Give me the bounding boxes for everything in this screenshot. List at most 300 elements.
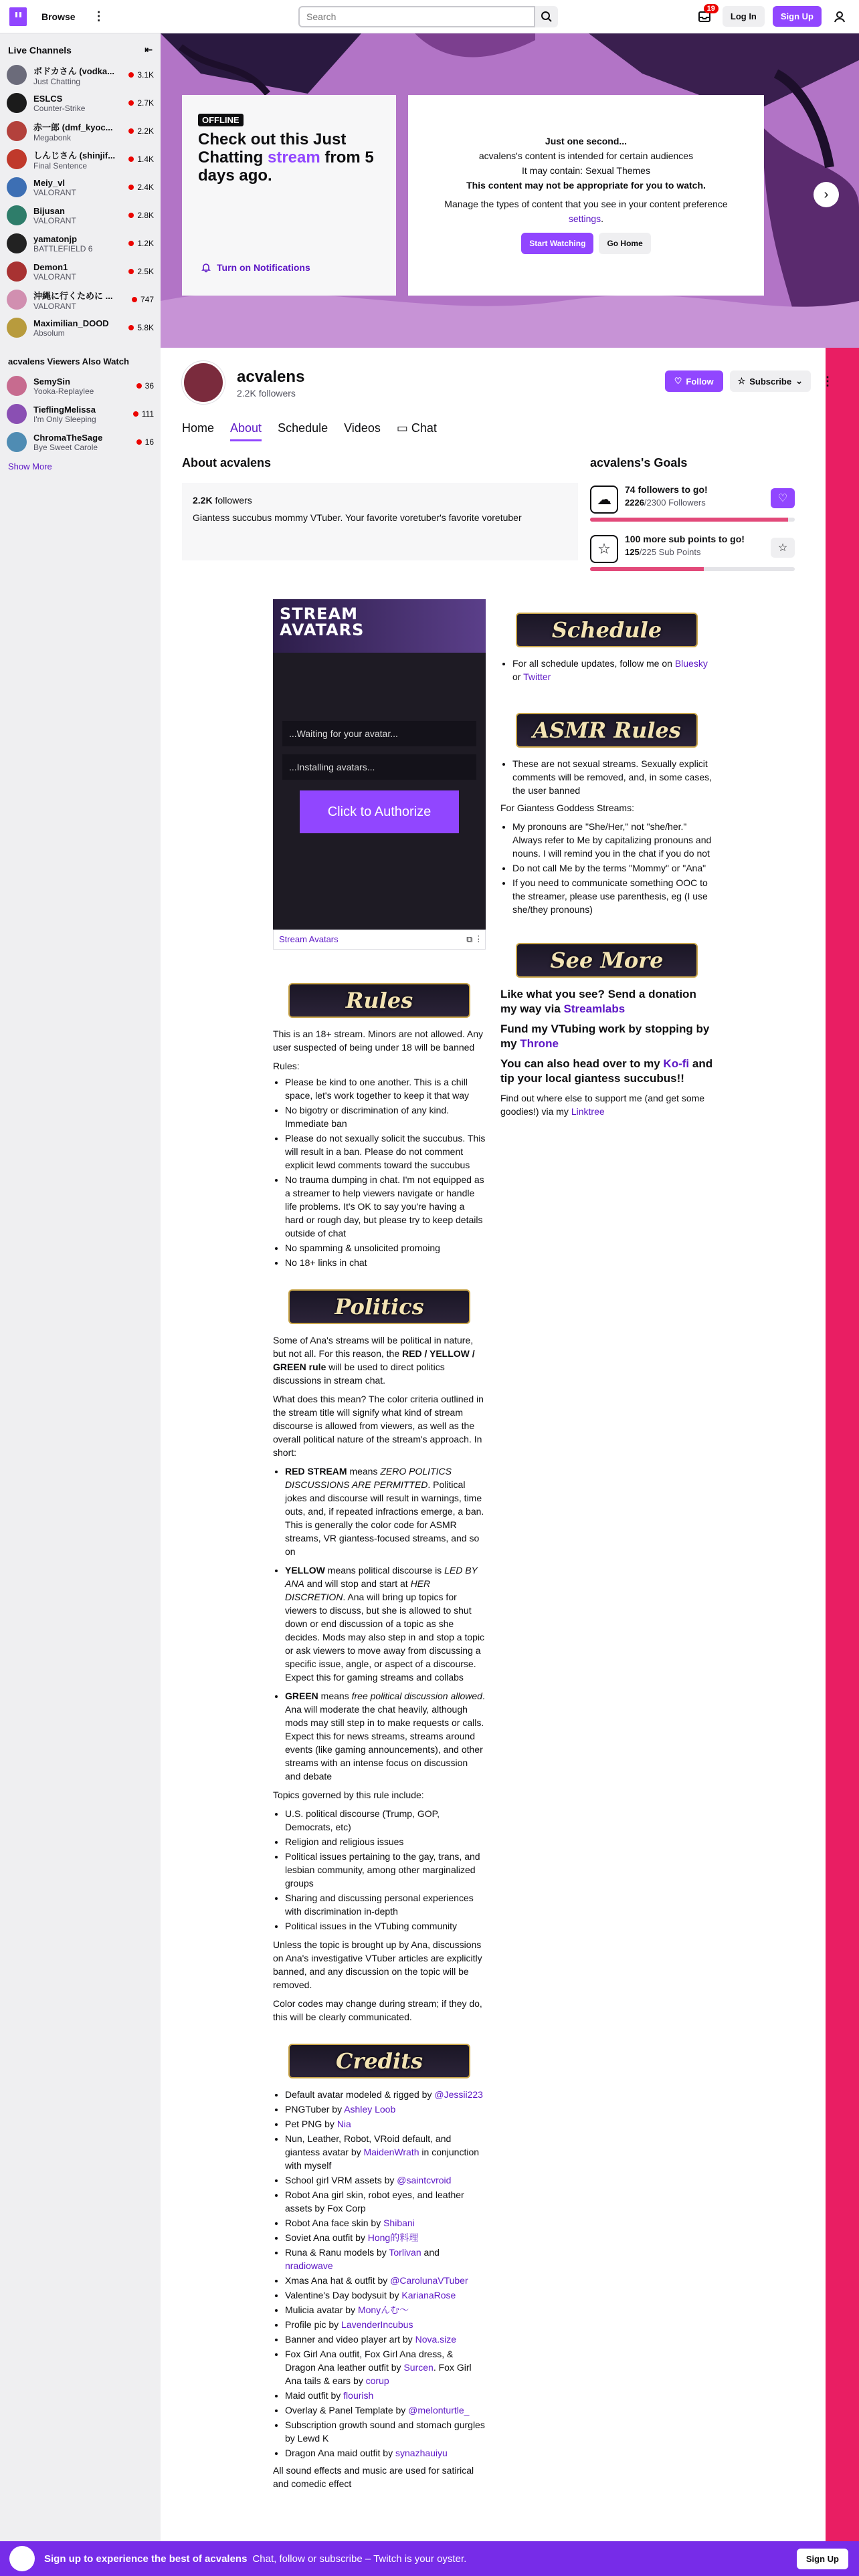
schedule-or: or xyxy=(512,671,524,682)
goal-current: 125 xyxy=(625,547,640,557)
sidebar-channel-text xyxy=(33,405,133,424)
sidebar-channel-text xyxy=(33,234,128,253)
credit-text: PNGTuber by xyxy=(285,2104,345,2115)
goal-followers xyxy=(590,483,804,523)
viewer-count: 111 xyxy=(141,409,154,419)
panel-column-left xyxy=(273,599,486,2496)
credits-list xyxy=(273,2088,486,2460)
credit-text: Dragon Ana maid outfit by xyxy=(285,2448,395,2458)
topic-item: • Sharing and discussing personal experiences with discrimination in-depth xyxy=(285,1891,486,1918)
politics-rule-name: RED / YELLOW / GREEN rule xyxy=(273,1348,475,1372)
credit-item xyxy=(285,2347,486,2387)
channel-avatar xyxy=(7,149,27,169)
viewer-count: 5.8K xyxy=(137,323,154,332)
offline-title[interactable] xyxy=(198,130,380,185)
goal-subscribe-button[interactable] xyxy=(771,538,795,558)
goal-title: 100 more sub points to go! xyxy=(625,534,745,544)
red-stream-rule xyxy=(285,1465,486,1558)
popout-icon[interactable]: ⧉ ⋮ xyxy=(466,934,480,944)
yellow-label: YELLOW xyxy=(285,1565,325,1576)
sidebar-channel-text xyxy=(33,94,128,113)
credit-link[interactable]: @melonturtle_ xyxy=(408,2405,470,2416)
credit-text: Pet PNG by xyxy=(285,2119,337,2129)
live-channels-heading: Live Channels xyxy=(8,44,72,56)
channel-avatar xyxy=(7,233,27,253)
credit-link[interactable]: MaidenWrath xyxy=(363,2147,419,2157)
sidebar-channel-text xyxy=(33,433,136,452)
politics-panel xyxy=(273,1289,486,2024)
viewer-count: 2.4K xyxy=(137,183,154,192)
credits-panel-image: Credits xyxy=(288,2044,470,2078)
sub-points-goal-icon: ☆ xyxy=(590,535,618,563)
also-watch-list xyxy=(0,372,161,456)
throne-text: Fund my VTubing work by stopping by my xyxy=(500,1023,710,1050)
asmr-rules-panel xyxy=(500,713,713,916)
warning-line-3: It may contain: Sexual Themes xyxy=(522,165,650,176)
rules-panel xyxy=(273,983,486,1269)
credit-link[interactable]: Nia xyxy=(337,2119,351,2129)
credit-item xyxy=(285,2418,486,2445)
offline-title-stream-link[interactable]: stream xyxy=(267,148,320,167)
live-indicator-icon xyxy=(128,72,134,78)
credit-text: Subscription growth sound and stomach gurgles by Lewd K xyxy=(285,2420,485,2444)
credit-item xyxy=(285,2088,486,2101)
politics-note-1: Unless the topic is brought up by Ana, discussions on Ana's investigative VTuber articles are explicitly banned, and any discussion on the topic will be removed. xyxy=(273,1939,482,1990)
channel-header xyxy=(182,361,838,408)
credit-text-after: in conjunction with myself xyxy=(285,2147,480,2171)
twitter-link[interactable]: Twitter xyxy=(523,671,551,682)
sidebar-channel-name: TieflingMelissa xyxy=(33,404,96,415)
live-channel-list xyxy=(0,61,161,342)
bell-icon xyxy=(201,262,211,273)
signup-banner-text: Chat, follow or subscribe – Twitch is your oyster. xyxy=(252,2553,467,2565)
viewer-count: 3.1K xyxy=(137,70,154,80)
offline-badge: OFFLINE xyxy=(198,114,244,126)
linktree-line xyxy=(500,1091,713,1118)
sidebar-channel-name: Bijusan xyxy=(33,205,65,216)
sidebar-channel-text xyxy=(33,377,136,396)
credit-link-2[interactable]: corup xyxy=(365,2375,389,2386)
schedule-note xyxy=(512,657,713,683)
sidebar-channel-name: SemySin xyxy=(33,376,70,387)
sidebar-channel-item[interactable] xyxy=(0,286,161,314)
goal-follow-button[interactable] xyxy=(771,488,795,508)
credit-item xyxy=(285,2173,486,2187)
viewer-count: 1.4K xyxy=(137,154,154,164)
topic-item: • Political issues pertaining to the gay, trans, and lesbian community, among other marginalized groups xyxy=(285,1850,486,1890)
sidebar-channel-game: Yooka-Replaylee xyxy=(33,386,94,396)
sidebar-channel-game: Megabonk xyxy=(33,132,72,142)
channel-name[interactable]: acvalens xyxy=(237,368,305,386)
goal-progress-text xyxy=(625,498,706,508)
sidebar-channel-name: Meiy_vl xyxy=(33,177,65,188)
channel-avatar xyxy=(7,404,27,424)
giantess-rule-item: • Do not call Me by the terms "Mommy" or "Ana" xyxy=(512,861,713,875)
subscribe-label: Subscribe xyxy=(749,376,792,387)
green-stream-rule xyxy=(285,1689,486,1783)
sidebar-channel-name: ChromaTheSage xyxy=(33,432,103,443)
sidebar-channel-item[interactable] xyxy=(0,400,161,428)
signup-banner-title: Sign up to experience the best of acvalens xyxy=(44,2553,248,2565)
channel-avatar xyxy=(7,65,27,85)
channel-avatar xyxy=(7,432,27,452)
login-button[interactable]: Log In xyxy=(723,6,765,27)
sidebar-channel-game: VALORANT xyxy=(33,272,76,282)
sidebar-channel-text xyxy=(33,206,128,225)
credit-link[interactable]: Nova.size xyxy=(415,2334,457,2345)
sidebar-viewer-count xyxy=(133,409,154,419)
offline-card xyxy=(182,95,396,296)
authorize-button[interactable]: Click to Authorize xyxy=(300,790,459,833)
panel-column-right xyxy=(500,613,713,1123)
sidebar-channel-text xyxy=(33,148,128,171)
user-menu-icon[interactable] xyxy=(830,7,850,27)
credit-text-after: . Fox Girl Ana tails & ears by xyxy=(285,2362,472,2386)
credit-text: Fox Girl Ana outfit, Fox Girl Ana dress, & Dragon Ana leather outfit by xyxy=(285,2349,454,2373)
goal-progress-fill xyxy=(590,567,704,571)
sidebar-channel-item[interactable] xyxy=(0,201,161,229)
credit-text: Xmas Ana hat & outfit by xyxy=(285,2275,391,2286)
credit-item xyxy=(285,2318,486,2331)
giantess-rule-item: • If you need to communicate something OOC to the streamer, please use parenthesis, eg (I use she/they pronouns) xyxy=(512,876,713,916)
live-indicator-icon xyxy=(128,100,134,106)
collapse-sidebar-icon[interactable]: ⇤ xyxy=(145,44,153,55)
sa-logo-line-2: AVATARS xyxy=(280,621,365,639)
channel-avatar xyxy=(7,205,27,225)
channel-avatar xyxy=(7,376,27,396)
top-nav xyxy=(0,0,859,33)
tab-about[interactable]: About xyxy=(230,421,262,441)
channel-followers: 2.2K followers xyxy=(237,388,296,399)
asmr-list xyxy=(500,757,713,797)
viewer-count: 36 xyxy=(145,381,154,391)
search-icon xyxy=(541,11,553,23)
sidebar-channel-game: Counter-Strike xyxy=(33,103,86,113)
sa-logo-line-1: STREAM xyxy=(280,605,358,623)
red-label: RED STREAM xyxy=(285,1466,347,1477)
rule-item: • No spamming & unsolicited promoing xyxy=(285,1241,486,1255)
sidebar-channel-name: 赤一郎 (dmf_kyoc... xyxy=(33,122,113,132)
credits-footer: All sound effects and music are used for satirical and comedic effect xyxy=(273,2465,474,2489)
more-actions-icon[interactable]: ⋮ xyxy=(822,374,834,388)
star-icon: ☆ xyxy=(737,376,746,386)
also-watch-heading: acvalens Viewers Also Watch xyxy=(8,356,129,366)
sidebar-channel-game: VALORANT xyxy=(33,215,76,225)
sidebar-channel-text xyxy=(33,178,128,197)
stream-avatars-header xyxy=(273,599,486,653)
sidebar-channel-text xyxy=(33,318,128,338)
yellow-mid: means political discourse is xyxy=(324,1565,445,1576)
sidebar-channel-item[interactable] xyxy=(0,61,161,89)
stream-avatars-footer xyxy=(273,930,486,950)
goal-current: 2226 xyxy=(625,498,644,508)
yellow-rest: . Ana will bring up topics for viewers to discuss, but she is allowed to shut down or end discussion of a topic as she decides. Mods may also step in and stop a topic or ask viewers to move away from discussing a specific issue, angle, or aspect of a discourse. Expect this for gaming streams and collabs xyxy=(285,1592,485,1683)
viewer-count: 2.2K xyxy=(137,126,154,136)
rule-item: • No trauma dumping in chat. I'm not equipped as a streamer to help viewers navigate or handle life problems. It's OK to say you're having a hard or rough day, but please try to keep details outside of chat xyxy=(285,1173,486,1240)
tab-chat-label: Chat xyxy=(411,421,437,435)
turn-on-notifications-button[interactable] xyxy=(201,262,310,273)
sidebar-viewer-count xyxy=(128,126,154,136)
schedule-text: For all schedule updates, follow me on xyxy=(512,658,675,669)
topics-list xyxy=(273,1807,486,1933)
linktree-text: Find out where else to support me (and get some goodies!) via my xyxy=(500,1093,705,1117)
credit-text: Default avatar modeled & rigged by xyxy=(285,2089,435,2100)
credit-link[interactable]: Ashley Loob xyxy=(344,2104,396,2115)
about-followers-word: followers xyxy=(212,495,252,506)
live-indicator-icon xyxy=(132,297,137,302)
linktree-link[interactable]: Linktree xyxy=(571,1106,605,1117)
sidebar-channel-text xyxy=(33,120,128,142)
politics-explanation: What does this mean? The color criteria outlined in the stream title will signify what kind of stream discourse is allowed from viewers, as well as the overall political nature of the stream's approach. In short: xyxy=(273,1394,484,1458)
credit-text: Soviet Ana outfit by xyxy=(285,2232,368,2243)
credit-item xyxy=(285,2246,486,2272)
sidebar-channel-game: Final Sentence xyxy=(33,160,88,171)
credit-link[interactable]: Torlivan xyxy=(389,2247,421,2258)
stream-avatars-link[interactable]: Stream Avatars xyxy=(279,934,339,944)
sidebar-channel-item[interactable] xyxy=(0,145,161,173)
credit-item xyxy=(285,2117,486,2131)
viewer-count: 16 xyxy=(145,437,154,447)
credit-text: Valentine's Day bodysuit by xyxy=(285,2290,402,2300)
yellow-em-1: LED BY ANA xyxy=(285,1565,478,1589)
throne-link[interactable]: Throne xyxy=(520,1037,559,1050)
about-followers-count: 2.2K xyxy=(193,495,213,506)
live-indicator-icon xyxy=(128,325,134,330)
credit-link[interactable]: flourish xyxy=(343,2390,374,2401)
show-more-link[interactable]: Show More xyxy=(8,461,52,471)
offline-title-text: Check out this Just Chatting xyxy=(198,130,347,167)
credit-item xyxy=(285,2188,486,2215)
heart-icon: ♡ xyxy=(674,376,682,386)
sidebar-channel-name: yamatonjp xyxy=(33,233,78,244)
see-more-panel-image: See More xyxy=(516,943,698,978)
credit-item xyxy=(285,2303,486,2317)
subscribe-button[interactable] xyxy=(730,370,811,392)
channel-banner xyxy=(161,33,859,348)
browse-link[interactable]: Browse xyxy=(41,11,76,22)
channel-avatar[interactable] xyxy=(182,361,225,404)
goal-target: /225 Sub Points xyxy=(639,547,701,557)
search-bar xyxy=(298,6,558,27)
stream-avatars-panel xyxy=(273,599,486,942)
donation-text: Like what you see? Send a donation my way via xyxy=(500,988,696,1015)
goal-progress-fill xyxy=(590,518,788,522)
channel-avatar xyxy=(7,177,27,197)
credit-text: Profile pic by xyxy=(285,2319,342,2330)
chevron-down-icon: ⌄ xyxy=(795,376,803,386)
red-rest: . Political jokes and discourse will result in warnings, time outs, and, if repeated infractions emerge, a ban. This is generally the color code for ASMR streams, VR giantess-focused streams, and so on xyxy=(285,1479,484,1557)
search-button[interactable] xyxy=(535,6,558,27)
credit-text: Robot Ana girl skin, robot eyes, and leather assets by Fox Corp xyxy=(285,2189,464,2214)
twitch-logo-icon[interactable] xyxy=(9,7,27,26)
rules-label: Rules: xyxy=(273,1061,300,1071)
donation-line xyxy=(500,987,713,1016)
tab-videos[interactable]: Videos xyxy=(344,421,381,435)
next-arrow-button[interactable] xyxy=(814,182,839,207)
sidebar-channel-game: VALORANT xyxy=(33,301,76,311)
sa-waiting-field: ...Waiting for your avatar... xyxy=(282,721,476,746)
credit-item xyxy=(285,2389,486,2402)
kofi-link[interactable]: Ko-fi xyxy=(663,1057,690,1070)
goals-title: acvalens's Goals xyxy=(590,456,688,469)
credit-text: Mulicia avatar by xyxy=(285,2304,358,2315)
live-indicator-icon xyxy=(128,128,134,134)
viewer-count: 2.8K xyxy=(137,211,154,220)
signup-button[interactable]: Sign Up xyxy=(773,6,822,27)
politics-panel-image: Politics xyxy=(288,1289,470,1324)
credit-item xyxy=(285,2231,486,2244)
warning-line-2: acvalens's content is intended for certain audiences xyxy=(478,150,694,161)
live-indicator-icon xyxy=(128,213,134,218)
sidebar-viewer-count xyxy=(132,295,154,304)
bluesky-link[interactable]: Bluesky xyxy=(674,658,708,669)
green-rest: . Ana will moderate the chat heavily, although mods may still step in to make requests or calls. Expect this for news streams, streams around events (like gaming announcements), and other streams with an intense focus on discussion and debate xyxy=(285,1691,485,1782)
about-title: About acvalens xyxy=(182,456,272,469)
credit-link[interactable]: LavenderIncubus xyxy=(341,2319,413,2330)
sidebar-channel-game: BATTLEFIELD 6 xyxy=(33,243,93,253)
sidebar-viewer-count xyxy=(128,323,154,332)
topic-item: • Religion and religious issues xyxy=(285,1835,486,1848)
sidebar-viewer-count xyxy=(128,154,154,164)
rules-intro: This is an 18+ stream. Minors are not allowed. Any user suspected of being under 18 will be banned xyxy=(273,1029,483,1053)
green-em: free political discussion allowed xyxy=(351,1691,482,1701)
credit-text: Robot Ana face skin by xyxy=(285,2218,384,2228)
credit-item xyxy=(285,2403,486,2417)
sidebar-channel-text xyxy=(33,262,128,282)
sidebar-channel-game: VALORANT xyxy=(33,187,76,197)
schedule-list xyxy=(500,657,713,683)
giantess-rule-item: • My pronouns are "She/Her," not "she/her." Always refer to Me by capitalizing pronouns and nouns. I will remind you in the chat if you do not xyxy=(512,820,713,860)
credit-link[interactable]: @CarolunaVTuber xyxy=(390,2275,468,2286)
sidebar-channel-item[interactable] xyxy=(0,173,161,201)
giantess-heading: For Giantess Goddess Streams: xyxy=(500,802,634,813)
viewer-count: 2.7K xyxy=(137,98,154,108)
warning-line-5: Manage the types of content that you see in your content preference xyxy=(444,199,728,209)
more-options-icon[interactable]: ⋮ xyxy=(92,9,105,23)
sidebar-channel-item[interactable] xyxy=(0,229,161,257)
channel-tabs xyxy=(182,421,437,441)
settings-link[interactable]: settings xyxy=(568,213,601,224)
glitch-logo-icon xyxy=(9,2546,35,2571)
credit-link[interactable]: synazhauiyu xyxy=(395,2448,448,2458)
credit-item xyxy=(285,2288,486,2302)
sidebar-channel-name: Demon1 xyxy=(33,261,68,272)
sidebar-viewer-count xyxy=(128,211,154,220)
credit-link[interactable]: @Jessii223 xyxy=(434,2089,483,2100)
rule-item: • Please do not sexually solicit the succubus. This will result in a ban. Please do not comment explicit lewd comments toward the succubus xyxy=(285,1132,486,1172)
rule-item: • No 18+ links in chat xyxy=(285,1256,486,1269)
channel-avatar xyxy=(7,318,27,338)
credit-text: School girl VRM assets by xyxy=(285,2175,397,2185)
credit-item xyxy=(285,2446,486,2460)
credit-link[interactable]: Shibani xyxy=(383,2218,415,2228)
credit-text: Maid outfit by xyxy=(285,2390,344,2401)
decorative-side-strip xyxy=(826,348,859,2576)
sidebar-channel-item[interactable] xyxy=(0,314,161,342)
green-mid: means xyxy=(318,1691,352,1701)
inbox-button[interactable] xyxy=(694,4,715,27)
rule-item: • Please be kind to one another. This is a chill space, let's work together to keep it that way xyxy=(285,1075,486,1102)
credits-panel xyxy=(273,2044,486,2490)
live-indicator-icon xyxy=(128,241,134,246)
giantess-rules-list xyxy=(500,820,713,916)
stream-avatars-logo xyxy=(280,606,364,638)
follow-button[interactable] xyxy=(665,370,723,392)
sidebar-channel-name: 沖縄に行くために ... xyxy=(33,290,113,301)
sidebar-channel-text xyxy=(33,64,128,86)
tab-schedule[interactable]: Schedule xyxy=(278,421,328,435)
credit-text-after: and xyxy=(421,2247,440,2258)
sidebar-viewer-count xyxy=(128,239,154,248)
credit-link[interactable]: @saintcvroid xyxy=(397,2175,452,2185)
tab-chat[interactable] xyxy=(397,421,437,441)
sidebar-channel-game: I'm Only Sleeping xyxy=(33,414,96,424)
go-home-button[interactable]: Go Home xyxy=(599,233,650,254)
channel-avatar xyxy=(7,121,27,141)
politics-note-2: Color codes may change during stream; if they do, this will be clearly communicated. xyxy=(273,1998,482,2022)
sidebar-channel-game: Absolum xyxy=(33,328,65,338)
sidebar-channel-item[interactable] xyxy=(0,89,161,117)
sidebar-viewer-count xyxy=(128,267,154,276)
follow-label: Follow xyxy=(686,376,714,387)
sidebar-channel-item[interactable] xyxy=(0,428,161,456)
sidebar-viewer-count xyxy=(136,381,154,391)
sidebar-channel-item[interactable] xyxy=(0,117,161,145)
chat-icon: ▭ xyxy=(396,421,411,435)
sidebar-channel-name: ESLCS xyxy=(33,93,63,104)
tab-home[interactable]: Home xyxy=(182,421,215,435)
chevron-right-icon: › xyxy=(824,187,829,202)
asmr-panel-image: ASMR Rules xyxy=(516,713,698,748)
politics-intro xyxy=(273,1333,486,1387)
see-more-panel xyxy=(500,943,713,1118)
live-indicator-icon xyxy=(133,411,138,417)
credit-text: Banner and video player art by xyxy=(285,2334,415,2345)
goal-progress-bar xyxy=(590,518,795,522)
inbox-count-badge: 19 xyxy=(704,4,719,13)
start-watching-button[interactable]: Start Watching xyxy=(521,233,593,254)
credit-link[interactable]: Hong的料理 xyxy=(367,2232,419,2243)
credit-text: Runa & Ranu models by xyxy=(285,2247,389,2258)
rule-item: • No bigotry or discrimination of any kind. Immediate ban xyxy=(285,1103,486,1130)
credit-link[interactable]: KarianaRose xyxy=(401,2290,456,2300)
channel-avatar xyxy=(7,261,27,282)
star-icon: ☆ xyxy=(777,542,788,554)
signup-banner-button[interactable]: Sign Up xyxy=(797,2549,848,2569)
notify-label: Turn on Notifications xyxy=(217,262,310,273)
credit-item xyxy=(285,2274,486,2287)
topic-item: • Political issues in the VTubing community xyxy=(285,1919,486,1933)
red-mid: means xyxy=(347,1466,381,1477)
credit-link[interactable]: Monyんむ〜 xyxy=(357,2304,409,2315)
streamlabs-link[interactable]: Streamlabs xyxy=(563,1002,626,1015)
credit-text: Overlay & Panel Template by xyxy=(285,2405,409,2416)
search-input[interactable] xyxy=(298,6,535,27)
schedule-panel xyxy=(500,613,713,683)
sidebar-viewer-count xyxy=(136,437,154,447)
throne-line xyxy=(500,1022,713,1051)
credit-item xyxy=(285,2333,486,2346)
sidebar-channel-item[interactable] xyxy=(0,372,161,400)
sidebar-channel-item[interactable] xyxy=(0,257,161,286)
sa-installing-field: ...Installing avatars... xyxy=(282,754,476,780)
credit-link-2[interactable]: nradiowave xyxy=(285,2260,333,2271)
viewer-count: 747 xyxy=(140,295,154,304)
credit-link[interactable]: Surcen xyxy=(403,2362,434,2373)
yellow-mid-2: and will stop and start at xyxy=(304,1578,411,1589)
live-indicator-icon xyxy=(136,383,142,389)
viewer-count: 1.2K xyxy=(137,239,154,248)
